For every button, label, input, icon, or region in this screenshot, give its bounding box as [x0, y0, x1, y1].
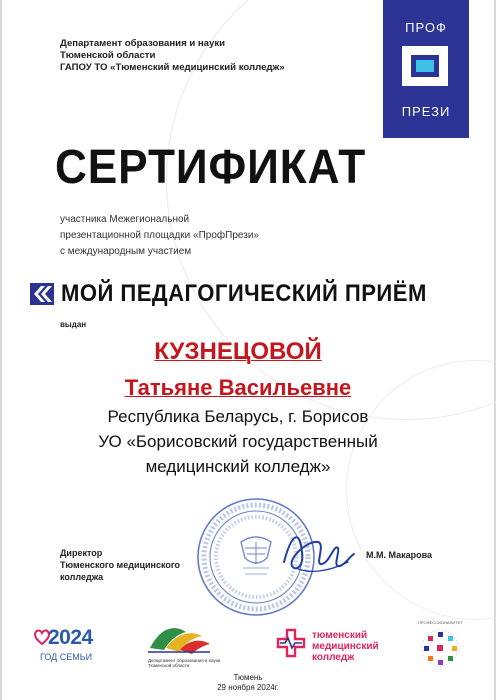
- professionalitet-emblem-icon: [414, 620, 466, 672]
- recipient-surname: КУЗНЕЦОВОЙ: [154, 338, 322, 365]
- medical-cross-icon: [276, 628, 306, 658]
- year-of-family-logo: [34, 626, 94, 668]
- department-logo-caption-line: Департамент образования и науки: [148, 658, 221, 663]
- organization-line: ГАПОУ ТО «Тюменский медицинский колледж»: [60, 62, 285, 73]
- recipient-given-names: Татьяне Васильевне: [124, 375, 352, 400]
- organization-line: Тюменской области: [60, 50, 156, 61]
- intro-line: презентационной площадки «ПрофПрези»: [60, 230, 259, 241]
- organization-line: Департамент образования и науки: [60, 38, 226, 49]
- organization-header: [60, 38, 285, 74]
- signatory-title-line: Директор: [60, 548, 103, 558]
- certificate-title: СЕРТИФИКАТ: [55, 141, 367, 194]
- recipient-institution-line: УО «Борисовский государственный: [98, 432, 378, 451]
- tyumen-medical-college-logo: [276, 626, 379, 666]
- signatory-title-line: Тюменского медицинского: [60, 560, 180, 570]
- certificate-intro: [60, 212, 259, 260]
- nomination-title: МОЙ ПЕДАГОГИЧЕСКИЙ ПРИЁМ: [61, 280, 427, 307]
- recipient-institution-line: медицинский колледж»: [145, 457, 331, 476]
- footer-place-date: [0, 673, 496, 693]
- recipient-affiliation: [0, 404, 476, 479]
- profprezi-logo-bottom-text: ПРЕЗИ: [401, 104, 451, 119]
- profprezi-logo: [383, 0, 469, 138]
- intro-line: с международным участием: [60, 246, 192, 257]
- bird-emblem-icon: [140, 618, 220, 658]
- footer-city: Тюмень: [233, 673, 263, 682]
- department-logo-caption: [148, 658, 220, 668]
- college-logo-line: колледж: [312, 652, 355, 663]
- profprezi-square-inner: [416, 60, 434, 72]
- professionalitet-logo: [414, 620, 466, 672]
- issued-label: выдан: [60, 320, 87, 329]
- professionalitet-caption: ПРОФЕССИОНАЛИТЕТ: [418, 620, 463, 625]
- year-logo-number: 2024: [48, 626, 93, 649]
- signatory-title-line: колледжа: [60, 572, 104, 582]
- department-logo: [140, 618, 220, 668]
- department-logo-caption-line: Тюменской области: [148, 663, 190, 668]
- signatory-name: М.М. Макарова: [366, 550, 433, 560]
- intro-line: участника Межегиональной: [60, 214, 190, 225]
- profprezi-square-icon: [402, 46, 448, 86]
- double-chevron-left-icon: [30, 283, 54, 305]
- profprezi-logo-top-text: ПРОФ: [405, 20, 447, 35]
- footer-date: 29 ноября 2024г.: [217, 683, 279, 692]
- recipient-location: Республика Беларусь, г. Борисов: [107, 407, 369, 426]
- year-logo-caption: ГОД СЕМЬИ: [40, 652, 93, 662]
- college-logo-line: медицинский: [312, 641, 379, 652]
- college-logo-text: [312, 630, 379, 663]
- signatory-title: [60, 547, 180, 583]
- college-logo-line: тюменский: [312, 630, 368, 641]
- director-signature: [278, 522, 358, 582]
